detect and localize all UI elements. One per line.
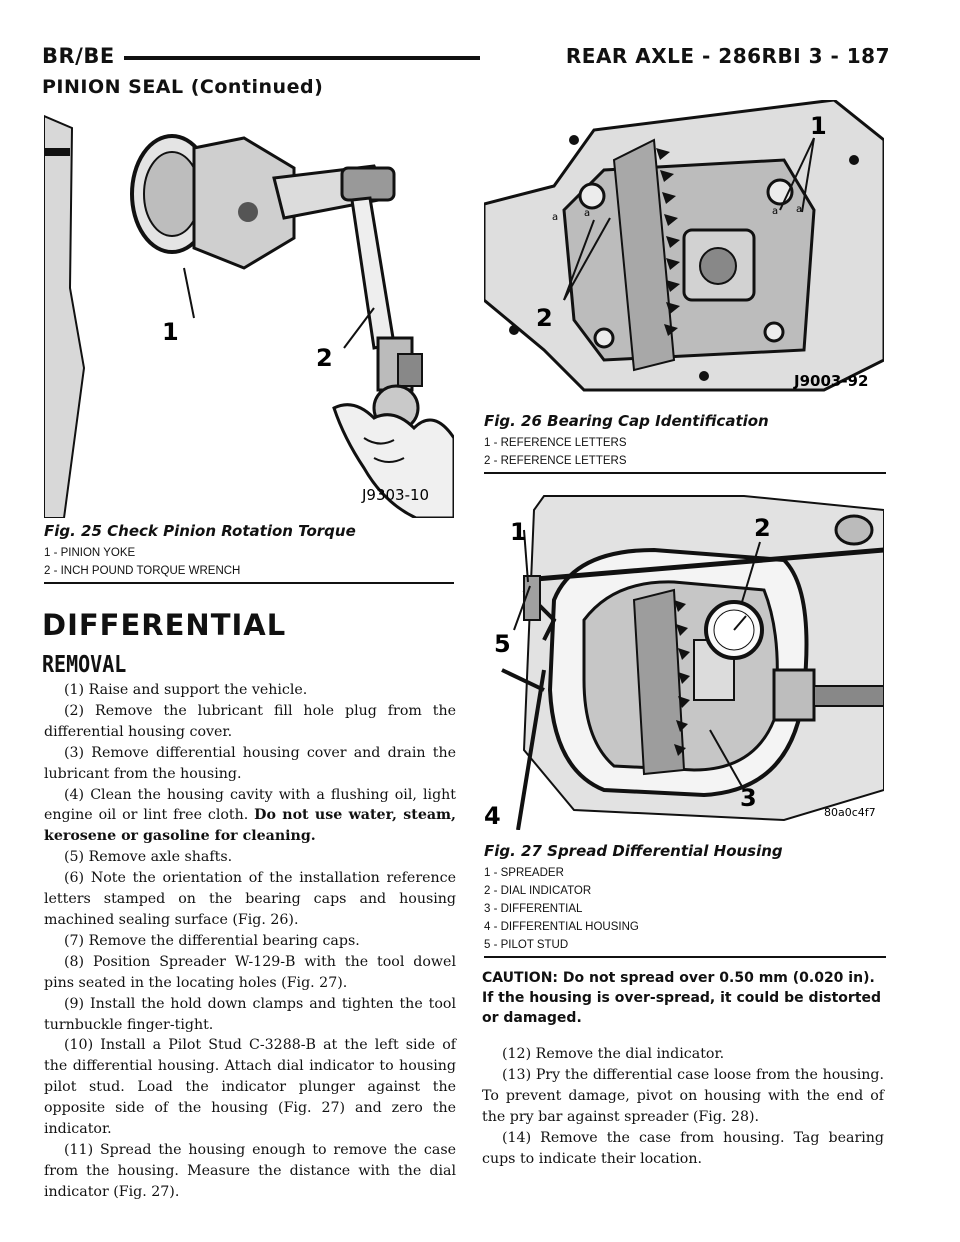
step: (2) Remove the lubricant fill hole plug from the differential housing cover. [44, 702, 456, 740]
fig26-illustration [484, 100, 884, 406]
step: (13) Pry the differential case loose from the housing. To prevent damage, pivot on housing with the end of the pry bar against spreader (Fig. 28). [482, 1066, 884, 1125]
page-header-model: BR/BE [42, 44, 115, 68]
section-title: DIFFERENTIAL [42, 608, 287, 642]
fig26-legend-item: 1 - REFERENCE LETTERS [484, 437, 627, 449]
page-header-section: REAR AXLE - 286RBI 3 - 187 [565, 44, 890, 68]
continued-heading: PINION SEAL (Continued) [42, 76, 324, 98]
header-rule [124, 56, 480, 60]
fig27-callout-5: 5 [494, 630, 511, 658]
step: (3) Remove differential housing cover and drain the lubricant from the housing. [44, 744, 456, 782]
left-column-text [44, 680, 456, 1203]
fig25-code: J9303-10 [362, 486, 430, 504]
step: (8) Position Spreader W-129-B with the tool dowel pins seated in the locating holes (Fig. 27). [44, 953, 456, 991]
step: (14) Remove the case from housing. Tag bearing cups to indicate their location. [482, 1129, 884, 1167]
fig26-legend-item: 2 - REFERENCE LETTERS [484, 455, 627, 467]
step: (10) Install a Pilot Stud C-3288-B at the left side of the differential housing. Attach dial indicator to housing pilot stud. Load the indicator plunger against the opposite side of the housing (Fig. 27) and zero the indicator. [44, 1037, 456, 1138]
fig25-callout-1: 1 [162, 318, 179, 346]
right-column-text [482, 1044, 884, 1169]
step: (1) Raise and support the vehicle. [64, 682, 308, 698]
step: (12) Remove the dial indicator. [502, 1046, 725, 1062]
step [44, 785, 456, 848]
svg-text:a: a [772, 206, 779, 217]
fig27-callout-4: 4 [484, 802, 501, 830]
step: (9) Install the hold down clamps and tighten the tool turnbuckle finger-tight. [44, 995, 456, 1033]
fig27-legend-item: 2 - DIAL INDICATOR [484, 885, 592, 897]
fig27-code: 80a0c4f7 [824, 806, 876, 819]
fig25-rule [44, 582, 454, 584]
fig26-callout-2: 2 [536, 304, 553, 332]
svg-text:a: a [552, 212, 559, 223]
fig27-legend-item: 4 - DIFFERENTIAL HOUSING [484, 921, 639, 933]
step-warning: Do not use water, steam, kerosene or gasoline for cleaning. [44, 807, 456, 845]
step: (6) Note the orientation of the installation reference letters stamped on the bearing caps and housing machined sealing surface (Fig. 26). [44, 870, 456, 928]
step: (7) Remove the differential bearing caps. [64, 932, 360, 949]
fig27-legend-item: 3 - DIFFERENTIAL [484, 903, 583, 915]
fig25-illustration [44, 108, 454, 518]
svg-text:a: a [584, 208, 591, 219]
svg-text:a: a [796, 204, 803, 215]
fig25-legend [44, 544, 240, 580]
step: (11) Spread the housing enough to remove the case from the housing. Measure the distance with the dial indicator (Fig. 27). [44, 1141, 456, 1200]
fig25-callout-2: 2 [316, 344, 333, 372]
fig25-legend-item: 1 - PINION YOKE [44, 547, 136, 559]
section-subtitle: REMOVAL [42, 650, 127, 678]
fig27-callout-3: 3 [740, 784, 757, 812]
fig27-caption: Fig. 27 Spread Differential Housing [484, 842, 783, 860]
fig27-legend-item: 1 - SPREADER [484, 867, 564, 879]
fig27-rule [484, 956, 886, 958]
step-text: (4) Clean the housing cavity with a flushing oil, light engine oil or lint free cloth. [44, 786, 456, 824]
step: (5) Remove axle shafts. [64, 849, 233, 866]
fig26-code: J9003-92 [794, 372, 869, 390]
fig27-callout-2: 2 [754, 514, 771, 542]
fig27-illustration [484, 490, 884, 830]
caution-note: CAUTION: Do not spread over 0.50 mm (0.020 in). If the housing is over-spread, it could be distorted or damaged. [482, 970, 882, 1026]
fig27-legend [484, 864, 639, 954]
fig26-legend [484, 434, 627, 470]
fig25-legend-item: 2 - INCH POUND TORQUE WRENCH [44, 565, 241, 577]
fig26-rule [484, 472, 886, 474]
fig27-callout-1: 1 [510, 518, 527, 546]
fig26-caption: Fig. 26 Bearing Cap Identification [484, 412, 769, 430]
fig26-callout-1: 1 [810, 112, 827, 140]
fig27-legend-item: 5 - PILOT STUD [484, 939, 569, 951]
fig25-caption: Fig. 25 Check Pinion Rotation Torque [44, 522, 356, 540]
